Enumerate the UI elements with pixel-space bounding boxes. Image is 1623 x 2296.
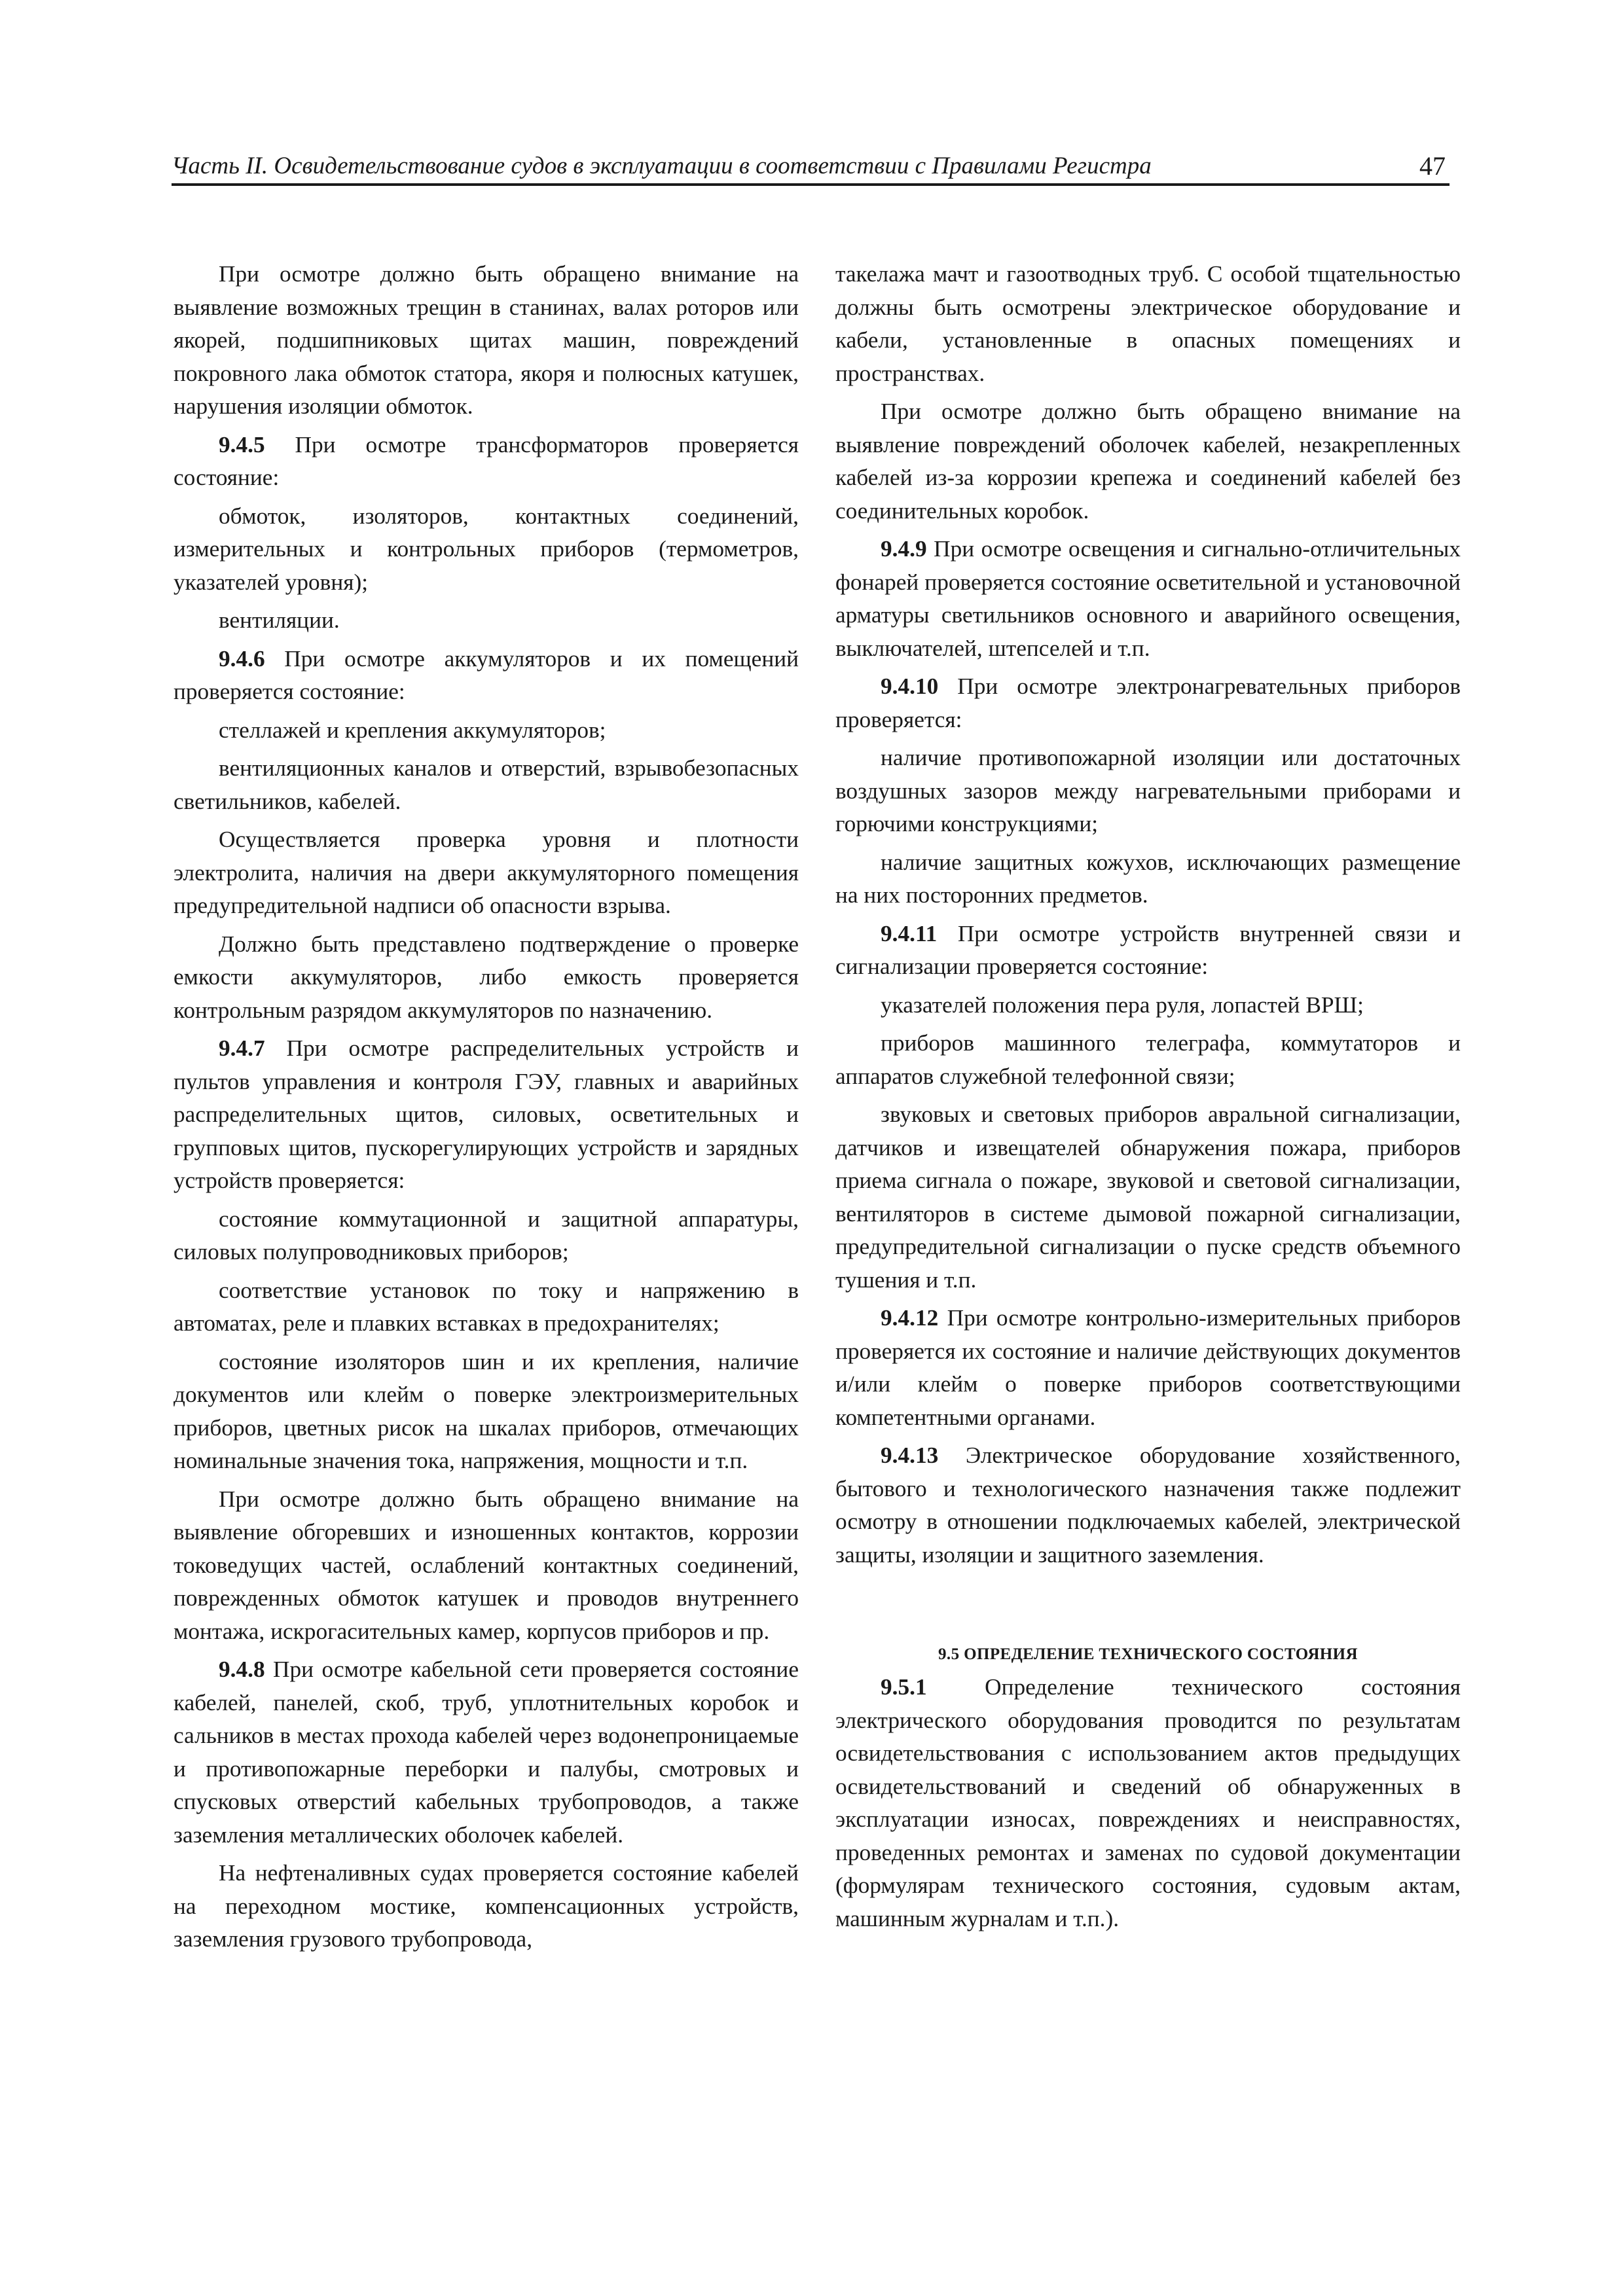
section-paragraphs: [835, 1671, 1461, 1935]
clause-number: 9.4.7: [219, 1035, 265, 1061]
paragraph-text: наличие защитных кожухов, исключающих размещение на них посторонних предметов.: [835, 849, 1461, 908]
paragraph: [835, 258, 1461, 390]
running-header: [172, 143, 1450, 186]
clause-number: 9.4.13: [881, 1443, 939, 1468]
paragraph-text: При осмотре должно быть обращено внимание на выявление повреждений оболочек кабелей, незакрепленных кабелей из-за коррозии крепежа и соединений кабелей без соединительных коробок.: [835, 399, 1461, 524]
paragraph: [173, 1857, 799, 1956]
paragraph-text: При осмотре аккумуляторов и их помещений проверяется состояние:: [173, 645, 799, 704]
paragraph-text: При осмотре устройств внутренней связи и сигнализации проверяется состояние:: [835, 920, 1461, 979]
paragraph-text: соответствие установок по току и напряжению в автоматах, реле и плавких вставках в предохранителях;: [173, 1277, 799, 1336]
paragraph: [835, 1098, 1461, 1297]
clause-paragraph: [835, 918, 1461, 984]
paragraph-text: При осмотре распределительных устройств и пультов управления и контроля ГЭУ, главных и аварийных распределительных щитов, силовых, осветительных и групповых щитов, пускорегулирующих устройств и зарядных устройств проверяется:: [173, 1035, 799, 1193]
paragraph-text: При осмотре контрольно-измерительных приборов проверяется их состояние и наличие действующих документов и/или клейм о поверке приборов соответствующими компетентными органами.: [835, 1305, 1461, 1430]
paragraph-text: вентиляции.: [219, 607, 340, 633]
left-column: [173, 258, 799, 1956]
clause-paragraph: [835, 1302, 1461, 1434]
clause-paragraph: [835, 533, 1461, 665]
paragraph: [835, 742, 1461, 841]
paragraph: [173, 604, 799, 637]
paragraph-text: состояние изоляторов шин и их крепления, наличие документов или клейм о поверке электроизмерительных приборов, цветных рисок на шкалах приборов, отмечающих номинальные значения тока, напряжения, мощности и т.п.: [173, 1348, 799, 1473]
section-heading: 9.5 ОПРЕДЕЛЕНИЕ ТЕХНИЧЕСКОГО СОСТОЯНИЯ: [938, 1645, 1358, 1663]
paragraph: [173, 1203, 799, 1269]
paragraph-text: вентиляционных каналов и отверстий, взрывобезопасных светильников, кабелей.: [173, 755, 799, 814]
clause-number: 9.4.5: [219, 431, 265, 457]
clause-paragraph: [173, 1032, 799, 1198]
paragraph: [173, 258, 799, 423]
right-column-paragraphs: [835, 258, 1461, 1571]
paragraph-text: При осмотре электронагревательных приборов проверяется:: [835, 673, 1461, 732]
paragraph-text: На нефтеналивных судах проверяется состояние кабелей на переходном мостике, компенсационных устройств, заземления грузового трубопровода,: [173, 1860, 799, 1952]
paragraph: [173, 714, 799, 747]
paragraph-text: указателей положения пера руля, лопастей ВРШ;: [881, 992, 1364, 1018]
clause-paragraph: [835, 670, 1461, 736]
paragraph: [835, 395, 1461, 528]
paragraph-text: При осмотре должно быть обращено внимание на выявление возможных трещин в станинах, валах роторов или якорей, подшипниковых щитах машин, повреждений покровного лака обмоток статора, якоря и полюсных катушек, нарушения изоляции обмоток.: [173, 261, 799, 419]
clause-number: 9.4.12: [881, 1305, 939, 1331]
paragraph-text: Определение технического состояния электрического оборудования проводится по результатам освидетельствования с использованием актов предыдущих освидетельствований и сведений об обнаруженных в эксплуатации износах, повреждениях и неисправностях, проведенных ремонтах и заменах по судовой документации (формулярам технического состояния, судовым актам, машинным журналам и т.п.).: [835, 1674, 1461, 1931]
paragraph: [173, 1483, 799, 1649]
clause-paragraph: [835, 1439, 1461, 1571]
paragraph: [173, 752, 799, 818]
paragraph-text: При осмотре трансформаторов проверяется состояние:: [173, 431, 799, 490]
clause-number: 9.4.8: [219, 1657, 265, 1682]
paragraph: [173, 1346, 799, 1478]
clause-number: 9.4.10: [881, 673, 939, 699]
clause-paragraph: [173, 643, 799, 709]
paragraph: [835, 846, 1461, 912]
paragraph: [835, 989, 1461, 1022]
clause-number: 9.4.6: [219, 645, 265, 672]
right-column: [835, 258, 1461, 1935]
paragraph-text: При осмотре освещения и сигнально-отличительных фонарей проверяется состояние осветительной и установочной арматуры светильников основного и аварийного освещения, выключателей, штепселей и т.п.: [835, 536, 1461, 661]
paragraph: [173, 1274, 799, 1340]
paragraph-text: звуковых и световых приборов авральной сигнализации, датчиков и извещателей обнаружения пожара, приборов приема сигнала о пожаре, звуковой и световой сигнализации, вентиляторов в системе дымовой пожарной сигнализации, предупредительной сигнализации о пуске средств объемного тушения и т.п.: [835, 1102, 1461, 1293]
paragraph-text: наличие противопожарной изоляции или достаточных воздушных зазоров между нагревательными приборами и горючими конструкциями;: [835, 745, 1461, 836]
clause-number: 9.5.1: [881, 1674, 927, 1700]
paragraph: [835, 1027, 1461, 1093]
paragraph: [173, 823, 799, 923]
paragraph-text: Электрическое оборудование хозяйственного, бытового и технологического назначения также подлежит осмотру в отношении подключаемых кабелей, электрической защиты, изоляции и защитного заземления.: [835, 1443, 1461, 1568]
paragraph-text: обмоток, изоляторов, контактных соединений, измерительных и контрольных приборов (термометров, указателей уровня);: [173, 503, 799, 595]
clause-paragraph: [173, 429, 799, 495]
paragraph-text: При осмотре кабельной сети проверяется состояние кабелей, панелей, скоб, труб, уплотнительных коробок и сальников в местах прохода кабелей через водонепроницаемые и противопожарные переборки и палубы, смотровых и спусковых отверстий кабельных трубопроводов, а также заземления металлических оболочек кабелей.: [173, 1657, 799, 1848]
clause-paragraph: [835, 1671, 1461, 1935]
paragraph-text: приборов машинного телеграфа, коммутаторов и аппаратов служебной телефонной связи;: [835, 1030, 1461, 1089]
clause-number: 9.4.11: [881, 920, 938, 946]
paragraph: [173, 500, 799, 600]
page-number: 47: [1419, 151, 1446, 181]
paragraph-text: При осмотре должно быть обращено внимание на выявление обгоревших и изношенных контактов, коррозии токоведущих частей, ослаблений контактных соединений, поврежденных обмоток катушек и проводов внутреннего монтажа, искрогасительных камер, корпусов приборов и пр.: [173, 1486, 799, 1644]
paragraph-text: Осуществляется проверка уровня и плотности электролита, наличия на двери аккумуляторного помещения предупредительной надписи об опасности взрыва.: [173, 827, 799, 918]
paragraph: [173, 928, 799, 1028]
clause-number: 9.4.9: [881, 536, 927, 562]
paragraph-text: такелажа мачт и газоотводных труб. С особой тщательностью должны быть осмотрены электрическое оборудование и кабели, установленные в опасных помещениях и пространствах.: [835, 261, 1461, 386]
paragraph-text: состояние коммутационной и защитной аппаратуры, силовых полупроводниковых приборов;: [173, 1206, 799, 1265]
clause-paragraph: [173, 1653, 799, 1852]
paragraph-text: Должно быть представлено подтверждение о проверке емкости аккумуляторов, либо емкость проверяется контрольным разрядом аккумуляторов по назначению.: [173, 931, 799, 1023]
running-title: Часть II. Освидетельствование судов в эксплуатации в соответствии с Правилами Регистра: [172, 152, 1152, 179]
paragraph-text: стеллажей и крепления аккумуляторов;: [219, 717, 606, 743]
